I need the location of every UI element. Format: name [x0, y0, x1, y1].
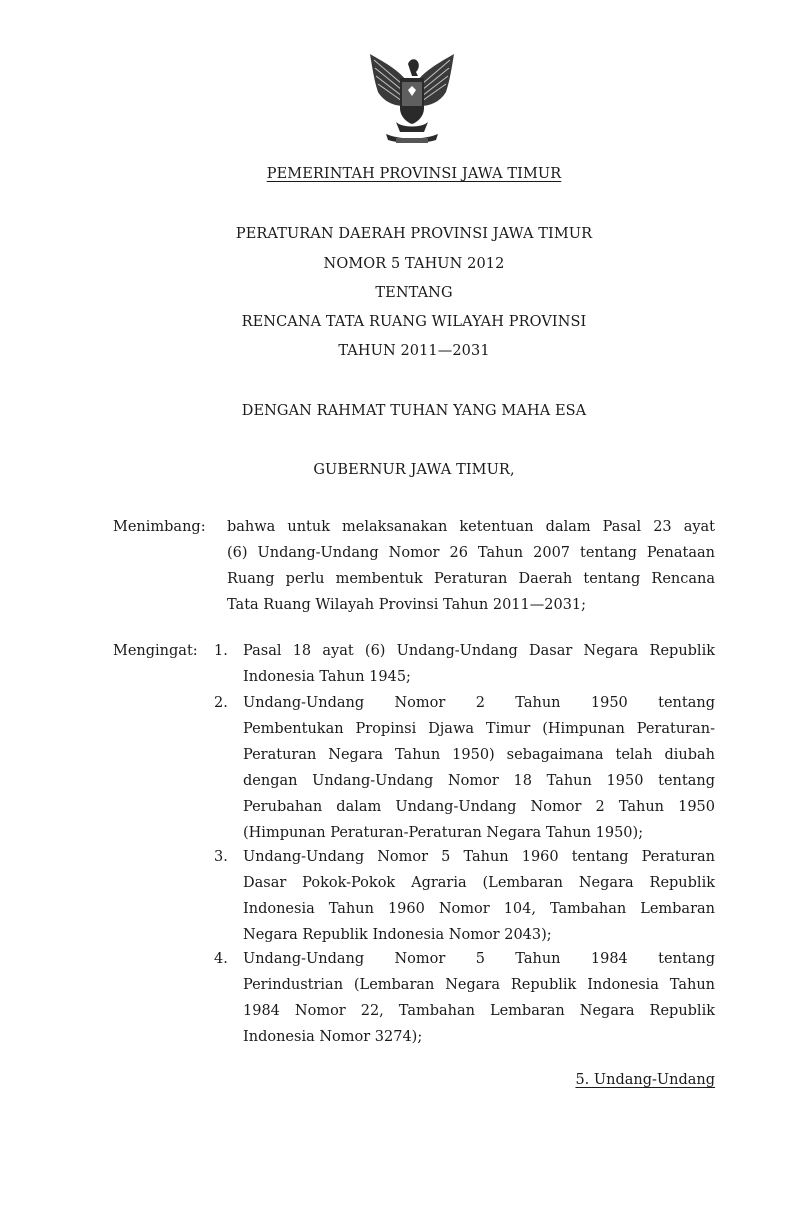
page-continuation: 5. Undang-Undang [575, 1072, 715, 1088]
item-line: 1984 Nomor 22, Tambahan Lembaran Negara Republik [243, 1003, 715, 1019]
menimbang-line: (6) Undang-Undang Nomor 26 Tahun 2007 tentang Penataan [227, 545, 715, 561]
menimbang-paragraph [227, 514, 715, 618]
mengingat-label: Mengingat: [113, 643, 198, 659]
item-line: Dasar Pokok-Pokok Agraria (Lembaran Negara Republik [243, 875, 715, 891]
regulation-about: TENTANG [375, 285, 453, 301]
item-line: Peraturan Negara Tahun 1950) sebagaimana telah diubah [243, 747, 715, 763]
government-heading: PEMERINTAH PROVINSI JAWA TIMUR [266, 166, 562, 182]
regulation-title-line-1: PERATURAN DAERAH PROVINSI JAWA TIMUR [235, 226, 593, 242]
item-number: 1. [214, 643, 228, 659]
item-number: 4. [214, 951, 228, 967]
item-line: (Himpunan Peraturan-Peraturan Negara Tahun 1950); [243, 825, 644, 841]
item-line: Indonesia Nomor 3274); [243, 1029, 423, 1045]
item-line: dengan Undang-Undang Nomor 18 Tahun 1950 tentang [243, 773, 715, 789]
item-line: Negara Republik Indonesia Nomor 2043); [243, 927, 552, 943]
item-line: Perubahan dalam Undang-Undang Nomor 2 Tahun 1950 [243, 799, 715, 815]
item-number: 3. [214, 849, 228, 865]
item-line: Undang-Undang Nomor 5 Tahun 1984 tentang [243, 951, 715, 967]
regulation-number: NOMOR 5 TAHUN 2012 [323, 256, 505, 272]
regulation-period: TAHUN 2011—2031 [338, 343, 490, 359]
issuer: GUBERNUR JAWA TIMUR, [313, 462, 515, 478]
item-line: Pembentukan Propinsi Djawa Timur (Himpunan Peraturan- [243, 721, 715, 737]
item-line: Undang-Undang Nomor 5 Tahun 1960 tentang Peraturan [243, 849, 715, 865]
menimbang-line: Tata Ruang Wilayah Provinsi Tahun 2011—2031; [227, 597, 587, 613]
invocation: DENGAN RAHMAT TUHAN YANG MAHA ESA [241, 403, 587, 419]
item-line: Perindustrian (Lembaran Negara Republik Indonesia Tahun [243, 977, 715, 993]
item-line: Indonesia Tahun 1960 Nomor 104, Tambahan Lembaran [243, 901, 715, 917]
menimbang-label: Menimbang: [113, 519, 206, 535]
garuda-emblem-icon [366, 50, 458, 146]
menimbang-line: bahwa untuk melaksanakan ketentuan dalam Pasal 23 ayat [227, 519, 715, 535]
regulation-subject: RENCANA TATA RUANG WILAYAH PROVINSI [241, 314, 587, 330]
menimbang-line: Ruang perlu membentuk Peraturan Daerah tentang Rencana [227, 571, 715, 587]
item-number: 2. [214, 695, 228, 711]
item-line: Undang-Undang Nomor 2 Tahun 1950 tentang [243, 695, 715, 711]
item-line: Pasal 18 ayat (6) Undang-Undang Dasar Negara Republik [243, 643, 715, 659]
item-line: Indonesia Tahun 1945; [243, 669, 411, 685]
